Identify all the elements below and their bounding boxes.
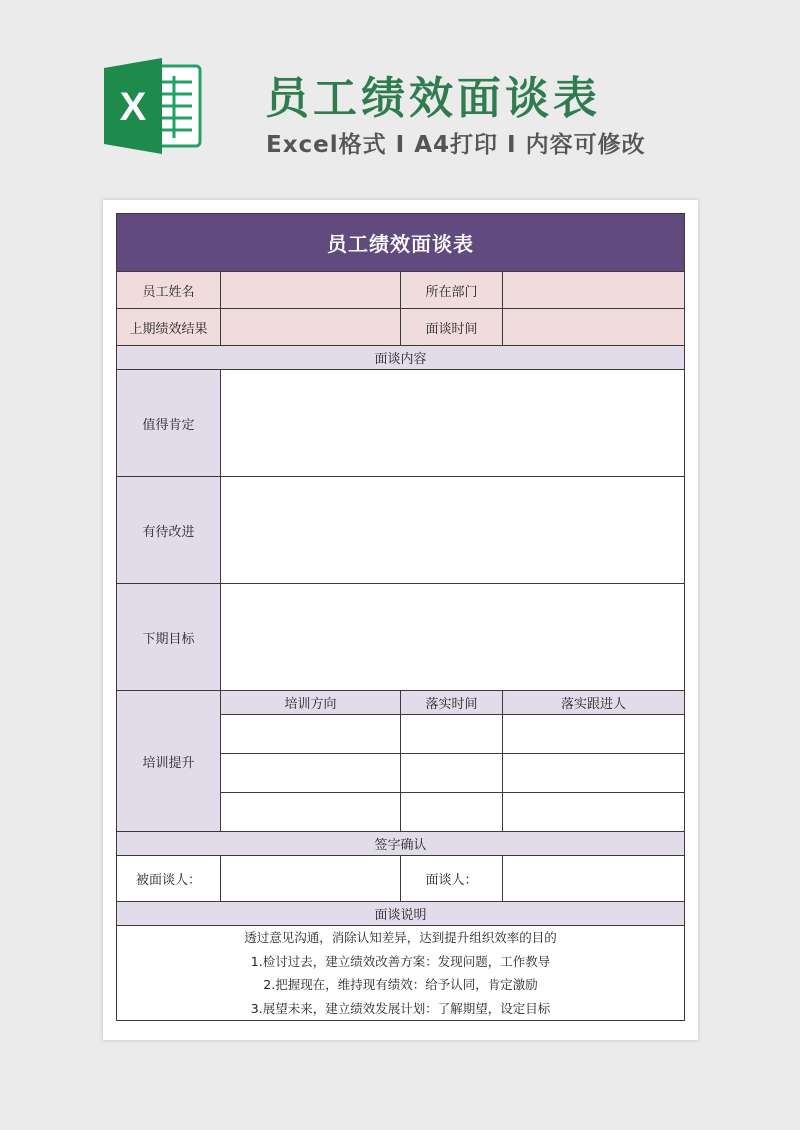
- last-result-field[interactable]: [221, 309, 401, 346]
- note-line: 1.检讨过去，建立绩效改善方案：发现问题，工作教导: [250, 953, 551, 969]
- notes-section-header: 面谈说明: [117, 902, 685, 926]
- next-goal-field[interactable]: [221, 584, 685, 691]
- form-title: 员工绩效面谈表: [117, 214, 685, 272]
- training-label: 培训提升: [117, 691, 221, 832]
- praise-field[interactable]: [221, 370, 685, 477]
- department-label: 所在部门: [401, 272, 503, 309]
- implementation-time-cell[interactable]: [401, 793, 503, 832]
- training-direction-cell[interactable]: [221, 754, 401, 793]
- follow-up-person-cell[interactable]: [503, 793, 685, 832]
- next-goal-label: 下期目标: [117, 584, 221, 691]
- sign-section-header: 签字确认: [117, 832, 685, 856]
- note-line: 2.把握现在，维持现有绩效：给予认同，肯定激励: [263, 977, 538, 992]
- employee-name-label: 员工姓名: [117, 272, 221, 309]
- interview-time-field[interactable]: [503, 309, 685, 346]
- interviewer-signature-field[interactable]: [503, 856, 685, 902]
- excel-icon: [104, 58, 204, 154]
- training-direction-cell[interactable]: [221, 715, 401, 754]
- banner-subtitle: Excel格式 I A4打印 I 内容可修改: [266, 132, 646, 158]
- employee-name-field[interactable]: [221, 272, 401, 309]
- implementation-time-header: 落实时间: [401, 691, 503, 715]
- follow-up-person-cell[interactable]: [503, 715, 685, 754]
- training-direction-cell[interactable]: [221, 793, 401, 832]
- note-line: 透过意见沟通，消除认知差异，达到提升组织效率的目的: [244, 930, 557, 945]
- svg-text:X: X: [119, 85, 147, 129]
- improve-label: 有待改进: [117, 477, 221, 584]
- implementation-time-cell[interactable]: [401, 754, 503, 793]
- note-line: 3.展望未来，建立绩效发展计划：了解期望，设定目标: [250, 1000, 551, 1016]
- follow-up-person-header: 落实跟进人: [503, 691, 685, 715]
- praise-label: 值得肯定: [117, 370, 221, 477]
- interviewee-signature-field[interactable]: [221, 856, 401, 902]
- notes-cell: [117, 926, 685, 1021]
- content-section-header: 面谈内容: [117, 346, 685, 370]
- training-direction-header: 培训方向: [221, 691, 401, 715]
- improve-field[interactable]: [221, 477, 685, 584]
- banner-title: 员工绩效面谈表: [265, 73, 601, 124]
- implementation-time-cell[interactable]: [401, 715, 503, 754]
- page-banner: [0, 0, 800, 190]
- interview-time-label: 面谈时间: [401, 309, 503, 346]
- interview-form: [116, 213, 685, 1021]
- department-field[interactable]: [503, 272, 685, 309]
- last-result-label: 上期绩效结果: [117, 309, 221, 346]
- interviewee-label: 被面谈人：: [117, 856, 221, 902]
- follow-up-person-cell[interactable]: [503, 754, 685, 793]
- interviewer-label: 面谈人：: [401, 856, 503, 902]
